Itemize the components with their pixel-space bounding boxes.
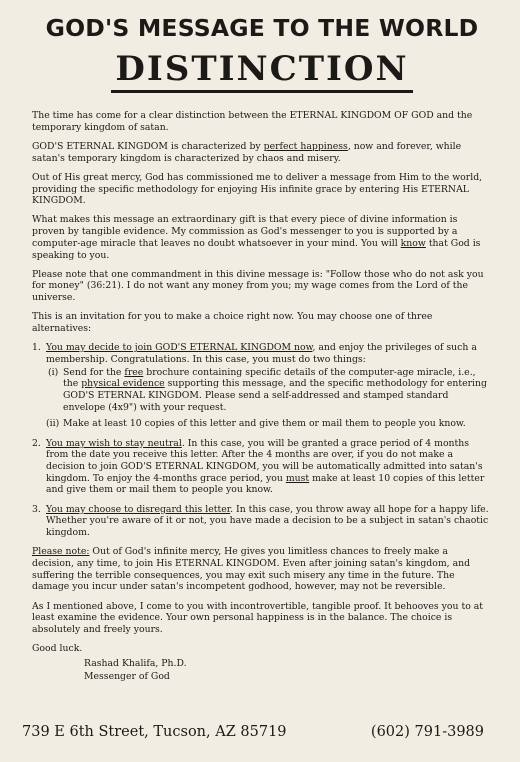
underlined-text: physical evidence [81, 378, 165, 390]
letter-body [32, 110, 492, 684]
option-text: make at least 10 copies of this letter and give them or mail them to people you know. [46, 472, 485, 496]
text-segment: What makes this message an extraordinary gift is that every piece of divine information is proven by tangible evidence. My commission as God's messenger to you is supported by a computer-age miracle that leaves no doubt whatsoever in your mind. You will [32, 214, 458, 249]
alternative-item [32, 504, 492, 539]
text-segment: , now and forever, while satan's temporary kingdom is characterized by chaos and misery. [32, 140, 462, 164]
option-text: . In this case, you throw away all hope for a happy life. Whether you're aware of it or not, you have made a decision to be a subject in satan's chaotic kingdom. [46, 503, 489, 539]
option-text: , and enjoy the privileges of such a membership. Congratulations. In this case, you must do two things: [46, 342, 477, 365]
item-number: 2. [32, 437, 41, 449]
underlined-text: must [285, 472, 310, 484]
paragraph-kingdom [32, 141, 492, 164]
note-text: Out of God's infinite mercy, He gives you limitless chances to freely make a decision, any time, to join His ETERNAL KINGDOM. Even after joining satan's kingdom, and suffering the terrible consequences, you may exit such misery any time in the future. The damage you incur under satan's incompetent godhood, however, may not be reversible. [32, 546, 471, 593]
sub-text: Make at least 10 copies of this letter and give them or mail them to people you know. [63, 418, 466, 430]
text-segment: supporting this message, and the specific methodology for entering GOD'S ETERNAL KINGDOM. Please send a self-addressed and stamped standard envelope (4x9") with your request. [63, 378, 487, 413]
page-subtitle [32, 49, 492, 93]
paragraph-note [32, 546, 492, 593]
signature-role: Messenger of God [84, 671, 170, 683]
footer [22, 724, 484, 740]
note-label: Please note: [32, 546, 90, 558]
item-number: 1. [32, 342, 41, 354]
sub-item [46, 418, 492, 430]
alternative-item [32, 342, 492, 430]
underlined-text: free [124, 366, 144, 378]
alternative-item [32, 438, 492, 497]
paragraph-mercy: Out of His great mercy, God has commissioned me to deliver a message from Him to the world, providing the specific methodology for enjoying His infinite grace by entering His ETERNAL KINGDOM. [32, 171, 483, 207]
paragraph-intro: The time has come for a clear distinction between the ETERNAL KINGDOM OF GOD and the temporary kingdom of satan. [32, 110, 473, 133]
subtitle-text: DISTINCTION [111, 49, 412, 93]
paragraph-gift [32, 214, 492, 261]
underlined-text: perfect happiness [263, 140, 348, 152]
address: 739 E 6th Street, Tucson, AZ 85719 [22, 724, 287, 740]
text-segment: Send for the [63, 366, 125, 378]
underlined-text: know [400, 237, 426, 249]
alternatives-list [32, 342, 492, 539]
option-lead: You may decide to join GOD'S ETERNAL KINGDOM now [46, 342, 313, 354]
option-text: . In this case, you will be granted a grace period of 4 months from the date you receive this letter. After the 4 months are over, if you do not make a decision to join GOD'S ETERNAL KINGDOM, you will be automatically admitted into satan's kingdom. To enjoy the 4-months grace period, you [46, 437, 483, 484]
option-lead: You may choose to disregard this letter [46, 503, 231, 515]
paragraph-commandment: Please note that one commandment in this divine message is: "Follow those who do not ask you for money" (36:21). I do not want any money from you; my wage comes from the Lord of the universe. [32, 268, 484, 304]
option-lead: You may wish to stay neutral [46, 437, 182, 449]
paragraph-invitation: This is an invitation for you to make a choice right now. You may choose one of three alternatives: [32, 311, 433, 335]
sub-number: (ii) [46, 418, 60, 430]
farewell: Good luck. [32, 643, 83, 655]
sub-number: (i) [48, 366, 59, 378]
item-number: 3. [32, 503, 41, 515]
phone-number: (602) 791-3989 [370, 724, 484, 740]
page-title: GOD'S MESSAGE TO THE WORLD [45, 14, 479, 42]
text-segment: GOD'S ETERNAL KINGDOM is characterized by [32, 140, 264, 152]
sub-item [46, 367, 492, 414]
signature-block [84, 657, 492, 684]
text-segment: that God is speaking to you. [32, 237, 481, 261]
text-segment: brochure containing specific details of the computer-age miracle, i.e., the [63, 366, 476, 390]
signature-name: Rashad Khalifa, Ph.D. [84, 657, 187, 669]
paragraph-closing: As I mentioned above, I come to you with incontrovertible, tangible proof. It behooves you to at least examine the evidence. Your own personal happiness is in the balance. The choice is absolutely and freely yours. [32, 600, 484, 636]
